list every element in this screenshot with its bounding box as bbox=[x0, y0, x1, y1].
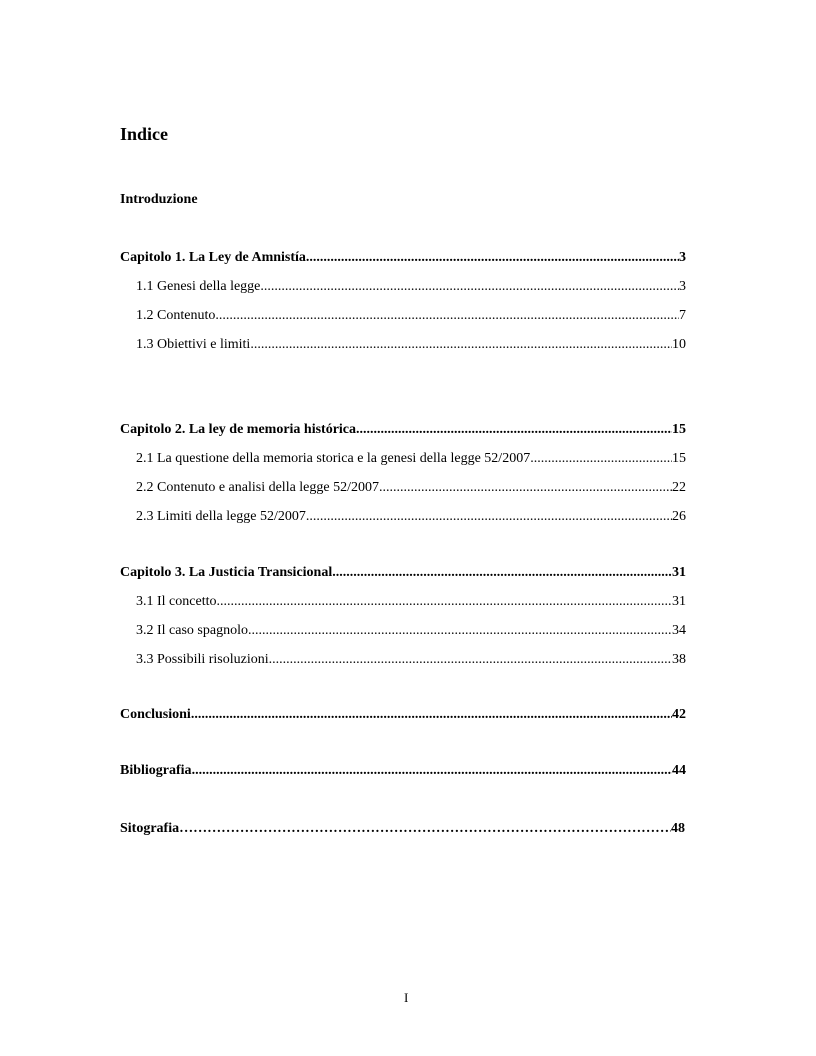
toc-section-label: 3.2 Il caso spagnolo bbox=[136, 623, 248, 638]
toc-chapter-3-label: Capitolo 3. La Justicia Transicional bbox=[120, 565, 333, 580]
toc-leader-dots bbox=[248, 622, 672, 639]
toc-section-page: 26 bbox=[672, 509, 686, 524]
toc-chapter-1-page: 3 bbox=[679, 250, 686, 265]
page-title: Indice bbox=[120, 124, 169, 144]
toc-leader-dots bbox=[269, 651, 672, 668]
toc-section-2-1 bbox=[136, 450, 686, 467]
toc-chapter-1 bbox=[120, 249, 686, 266]
toc-section-label: 1.2 Contenuto bbox=[136, 308, 216, 323]
toc-chapter-1-label: Capitolo 1. La Ley de Amnistía bbox=[120, 250, 306, 265]
toc-leader-dots bbox=[260, 278, 679, 295]
toc-leader-dots bbox=[179, 820, 671, 837]
toc-chapter-2-page: 15 bbox=[672, 422, 686, 437]
toc-section-3-3 bbox=[136, 651, 686, 668]
toc-leader-dots bbox=[215, 307, 679, 324]
toc-conclusions bbox=[120, 706, 686, 723]
toc-leader-dots bbox=[379, 479, 672, 496]
toc-section-page: 3 bbox=[679, 279, 686, 294]
toc-sitography-page: 48 bbox=[671, 821, 685, 836]
toc-leader-dots bbox=[192, 762, 672, 779]
toc-leader-dots bbox=[191, 706, 672, 723]
toc-section-page: 15 bbox=[672, 451, 686, 466]
toc-section-label: 2.1 La questione della memoria storica e la genesi della legge 52/2007 bbox=[136, 451, 531, 466]
toc-section-label: 3.3 Possibili risoluzioni bbox=[136, 652, 269, 667]
toc-section-label: 1.3 Obiettivi e limiti bbox=[136, 337, 251, 352]
toc-chapter-3 bbox=[120, 564, 686, 581]
toc-section-3-1 bbox=[136, 593, 686, 610]
toc-section-label: 2.2 Contenuto e analisi della legge 52/2007 bbox=[136, 480, 380, 495]
toc-chapter-2-label: Capitolo 2. La ley de memoria histórica bbox=[120, 422, 357, 437]
toc-section-page: 10 bbox=[672, 337, 686, 352]
toc-section-2-3 bbox=[136, 508, 686, 525]
toc-leader-dots bbox=[332, 564, 672, 581]
toc-section-page: 7 bbox=[679, 308, 686, 323]
toc-section-label: 3.1 Il concetto bbox=[136, 594, 217, 609]
toc-section-1-2 bbox=[136, 307, 686, 324]
toc-bibliography-page: 44 bbox=[672, 763, 686, 778]
toc-conclusions-label: Conclusioni bbox=[120, 707, 191, 722]
toc-section-label: 1.1 Genesi della legge bbox=[136, 279, 261, 294]
toc-section-page: 38 bbox=[672, 652, 686, 667]
toc-section-1-1 bbox=[136, 278, 686, 295]
toc-introduction: Introduzione bbox=[120, 192, 198, 207]
toc-conclusions-page: 42 bbox=[672, 707, 686, 722]
page-number: I bbox=[404, 990, 409, 1005]
toc-leader-dots bbox=[250, 336, 672, 353]
toc-bibliography-label: Bibliografia bbox=[120, 763, 192, 778]
toc-section-page: 22 bbox=[672, 480, 686, 495]
toc-section-3-2 bbox=[136, 622, 686, 639]
toc-leader-dots bbox=[356, 421, 672, 438]
toc-chapter-2 bbox=[120, 421, 686, 438]
toc-leader-dots bbox=[216, 593, 672, 610]
toc-leader-dots bbox=[306, 508, 672, 525]
toc-sitography bbox=[120, 820, 685, 837]
toc-section-label: 2.3 Limiti della legge 52/2007 bbox=[136, 509, 306, 524]
toc-sitography-label: Sitografia bbox=[120, 821, 180, 836]
toc-section-page: 31 bbox=[672, 594, 686, 609]
toc-section-2-2 bbox=[136, 479, 686, 496]
toc-section-1-3 bbox=[136, 336, 686, 353]
toc-chapter-3-page: 31 bbox=[672, 565, 686, 580]
toc-section-page: 34 bbox=[672, 623, 686, 638]
toc-bibliography bbox=[120, 762, 686, 779]
toc-leader-dots bbox=[306, 249, 679, 266]
toc-leader-dots bbox=[530, 450, 672, 467]
